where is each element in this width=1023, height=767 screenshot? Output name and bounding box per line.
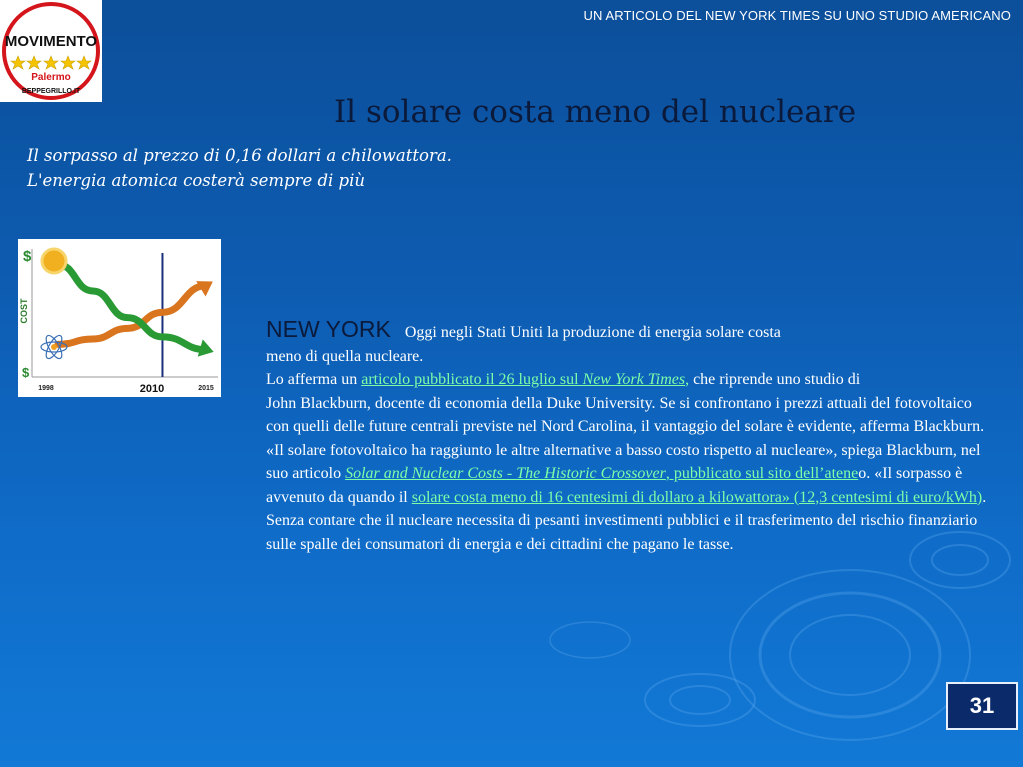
blackburn-article-link[interactable] <box>345 465 858 482</box>
y-axis-label: COST <box>19 298 29 324</box>
link-text: articolo pubblicato il 26 luglio sul <box>361 371 583 388</box>
link-text: , pubblicato sul sito dell’atene <box>665 465 859 482</box>
slide-subtitle <box>27 143 627 193</box>
solar-price-link[interactable]: solare costa meno di 16 centesimi di dollaro a kilowattora» (12,3 centesimi di euro/kWh) <box>411 488 983 506</box>
top-banner: UN ARTICOLO DEL NEW YORK TIMES SU UNO STUDIO AMERICANO <box>583 8 1011 23</box>
y-bottom-label: $ <box>22 365 30 380</box>
link-text: New York Times <box>582 371 686 388</box>
slide-title: Il solare costa meno del nucleare <box>333 94 857 130</box>
paragraph-text: che riprende uno studio di <box>689 371 861 388</box>
x-tick-label: 1998 <box>38 385 54 392</box>
movimento-logo-image <box>0 0 102 102</box>
lead-text: Oggi negli Stati Uniti la produzione di energia solare costa <box>404 324 781 341</box>
logo-word: MOVIMENTO <box>4 33 98 50</box>
x-tick-label: 2010 <box>139 383 165 395</box>
paragraph-text: . Senza contare che il nucleare necessita di pesanti investimenti pubblici e il trasferimento del rischio finanziario sulle spalle dei consumatori di energia e dei cittadini che pagano le tasse. <box>266 488 987 553</box>
cost-crossover-chart <box>18 239 221 397</box>
sun-icon <box>42 249 66 273</box>
y-top-label: $ <box>23 248 32 265</box>
movimento-logo <box>0 0 102 102</box>
paragraph-text: John Blackburn, docente di economia della Duke University. Se si confrontano i prezzi attuali del fotovoltaico con quelli delle future centrali previste nel Nord Carolina, il vantaggio del solare è evidente, afferma Blackburn. «Il solare fotovoltaico ha raggiunto le altre alternative a basso costo rispetto al nucleare», spiega Blackburn, nel suo articolo <box>266 394 985 482</box>
page-number: 31 <box>946 682 1018 730</box>
article-body <box>266 318 988 556</box>
logo-site: BEPPEGRILLO.IT <box>21 88 81 95</box>
logo-city: Palermo <box>31 72 71 83</box>
chart-svg <box>18 239 221 397</box>
subtitle-line: L'energia atomica costerà sempre di più <box>27 171 366 190</box>
x-tick-label: 2015 <box>198 385 214 392</box>
subtitle-line: Il sorpasso al prezzo di 0,16 dollari a chilowattora. <box>27 146 452 165</box>
paragraph-text: o. «Il sorpasso è avvenuto da quando il <box>266 465 963 506</box>
link-text: , <box>685 371 690 388</box>
paragraph-text: Lo afferma un <box>266 371 362 388</box>
dateline: NEW YORK <box>266 316 391 342</box>
link-text: Solar and Nuclear Costs - The Historic Crossover <box>345 465 666 482</box>
lead-text: meno di quella nucleare. <box>266 347 424 365</box>
nyt-article-link[interactable] <box>361 371 689 388</box>
